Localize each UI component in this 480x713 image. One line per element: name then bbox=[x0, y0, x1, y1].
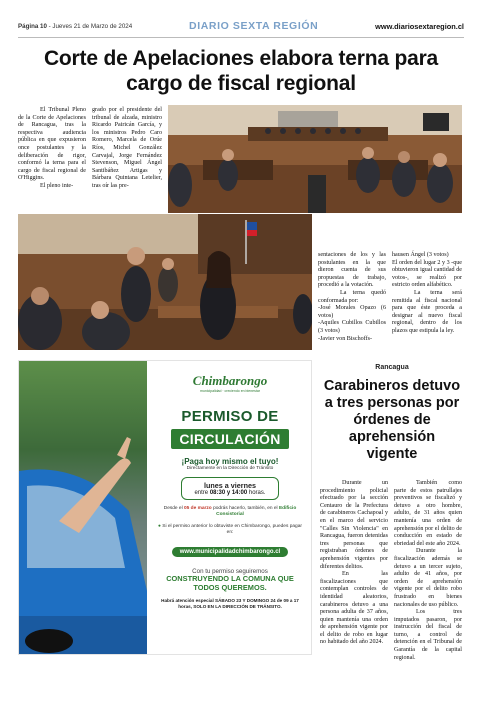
article1-col2 bbox=[92, 107, 162, 191]
paragraph: También como parte de estos patrullajes preventivos se fiscalizó y detuvo a otro hombre, adulto, de 31 años quien mantenía una orden de aprehensión por el delito de conducción en estado de ebriedad del este año 2024. bbox=[394, 480, 462, 547]
hearing-photo bbox=[18, 214, 312, 350]
paragraph: El pleno inte- bbox=[40, 182, 74, 189]
ad-title: PERMISO DE bbox=[181, 408, 279, 425]
ad-banner: CIRCULACIÓN bbox=[171, 429, 288, 449]
ad-pay-line: ¡Paga hoy mismo el tuyo! bbox=[181, 457, 279, 466]
page-header bbox=[18, 18, 464, 34]
courtroom-photo bbox=[168, 105, 462, 213]
headline: Corte de Apelaciones elabora terna para cargo de fiscal regional bbox=[43, 47, 439, 95]
slogan-b: CONSTRUYENDO LA COMUNA QUE TODOS QUEREMOS. bbox=[166, 574, 294, 592]
paragraph: -José Morales Opazo (6 votos) bbox=[318, 305, 386, 319]
paragraph: El Tribunal Pleno de la Corte de Apelaciones de Rancagua, tras la respectiva audiencia pública en que expusieron once postulantes y la deliberación de rigor, conformó la terna para el cargo de fiscal regional de O'Higgins. bbox=[18, 107, 86, 182]
online-note: ● Si el permiso anterior lo obtuviste en Chimbarongo, puedes pagar en: bbox=[158, 524, 302, 535]
page-info: Página 10 - Jueves 21 de Marzo de 2024 bbox=[18, 22, 133, 30]
paragraph: Durante un procedimiento policial efectuado por la sección Centauro de la Prefectura de carabineros Cachapoal y en el marco del servicio "Calles Sin Violencia" en Rancagua, fueron detenidas tres personas que registraban órdenes de aprehensión vigentes por diferentes delitos. bbox=[320, 480, 388, 570]
paragraph: Durante la fiscalización además se detuvo a un tercer sujeto, adulto de 41 años, por orden de aprehensión vigente por el delito robo frustrado en bienes nacionales de uso público. bbox=[394, 548, 462, 608]
paragraph: -Aquiles Cubillos Cubillos (3 votos) bbox=[318, 320, 386, 334]
paragraph: La terna será remitida al fiscal nacional para que éste proceda a designar al nuevo fiscal regional, dentro de los plazos que estipula la ley. bbox=[392, 289, 462, 334]
municipal-logo: Chimbarongo municipalidad · creciendo en bienestar bbox=[192, 373, 268, 393]
ad-car-photo bbox=[19, 361, 147, 655]
paragraph: En las fiscalizaciones que contemplan controles de identidad aleatorios, carabineros detuvo a una persona adulta de 37 años, quien mantenía una orden de aprehensión vigente por el delito de robo en lugar no habitado del año 2024. bbox=[320, 571, 388, 646]
article1-col1 bbox=[18, 107, 86, 191]
circulation-permit-ad[interactable] bbox=[18, 360, 312, 655]
section-kicker: Rancagua bbox=[375, 364, 409, 371]
ad-fine-print: Habrá atención especial SÁBADO 23 Y DOMINGO 24 de 09 a 17 horas, SOLO EN LA DIRECCIÓN DE TRÁNSITO. bbox=[161, 598, 299, 609]
paragraph: sentaciones de los y las postulantes en la que dieron cuenta de sus propuestas de trabajo, procedió a la votación. bbox=[318, 252, 386, 289]
paragraph: grado por el presidente del tribunal de alzada, ministro Ricardo Pairicán García, y los ministros Pedro Caro Romero, Marcela de Orúe Ríos, Michel González Carvajal, Jorge Fernández Stevenson, Miguel Ángel Santibáñez Artigas y Bárbara Quintana Letelier, tras oír las pre- bbox=[92, 107, 162, 189]
paragraph: El orden del lugar 2 y 3 -que obtuvieron igual cantidad de votos-, se realizó por estricto orden alfabético. bbox=[392, 259, 462, 289]
paragraph: Los tres imputados pasaron, por instrucción del fiscal de turno, a control de detención en el Tribunal de Garantía de la capital regional. bbox=[394, 609, 462, 661]
slogan-a: Con tu permiso seguiremos bbox=[192, 568, 268, 575]
website-link[interactable]: www.diariosextaregion.cl bbox=[375, 21, 464, 31]
ad-pay-sub: Directamente en la Dirección de Tránsito bbox=[186, 466, 274, 471]
schedule-box: lunes a viernes entre 08:30 y 14:00 horas. bbox=[181, 477, 278, 500]
article2-col2 bbox=[394, 480, 462, 662]
march-note: Desde el 05 de marzo podrás hacerlo, también, en el Edificio Consistorial bbox=[163, 506, 297, 517]
ad-content bbox=[147, 361, 312, 655]
article1-col4 bbox=[392, 252, 462, 336]
paragraph: -Javier von Bischoffs- bbox=[318, 335, 373, 342]
paragraph: La terna quedó conformada por: bbox=[318, 289, 386, 304]
article2-col1 bbox=[320, 480, 388, 647]
municipal-url[interactable]: www.municipalidadchimbarongo.cl bbox=[172, 547, 288, 557]
article2-headline: Carabineros detuvo a tres personas por órdenes de aprehensión vigente bbox=[323, 378, 461, 462]
masthead: DIARIO SEXTA REGIÓN bbox=[189, 20, 319, 32]
info-icon: ● bbox=[158, 524, 161, 529]
article1-col3 bbox=[318, 252, 386, 343]
paragraph: hausen Ángel (3 votos) bbox=[392, 252, 449, 258]
header-divider bbox=[18, 37, 464, 38]
